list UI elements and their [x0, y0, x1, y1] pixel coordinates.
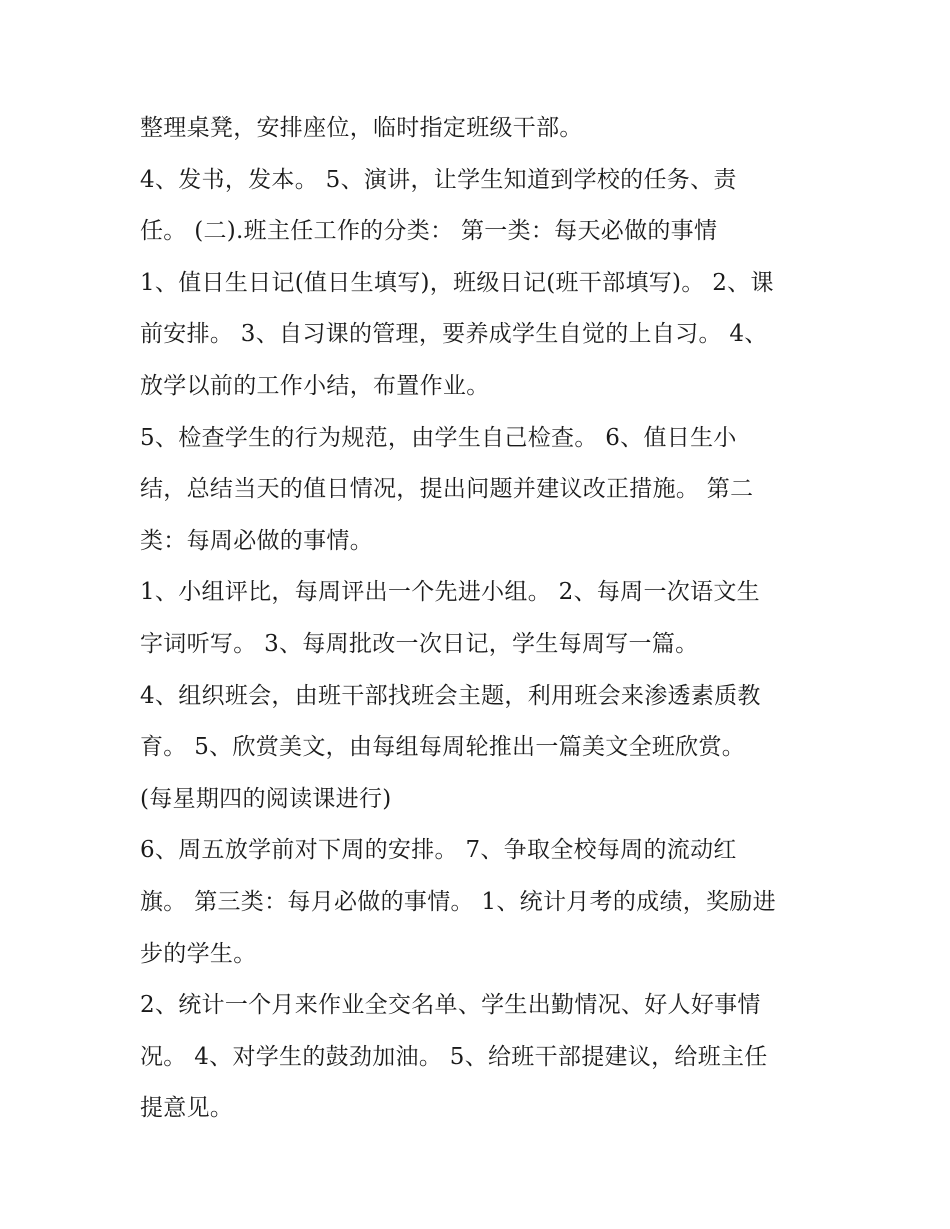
text-line: 育。 5、欣赏美文，由每组每周轮推出一篇美文全班欣赏。 [140, 734, 746, 761]
text-line: 字词听写。 3、每周批改一次日记，学生每周写一篇。 [140, 630, 699, 657]
text-line: 4、组织班会，由班干部找班会主题，利用班会来渗透素质教 [140, 682, 761, 709]
text-line: 1、小组评比，每周评出一个先进小组。 2、每周一次语文生 [140, 579, 760, 606]
text-line: 6、周五放学前对下周的安排。 7、争取全校每周的流动红 [140, 837, 737, 864]
text-line: 5、检查学生的行为规范，由学生自己检查。 6、值日生小 [140, 424, 737, 451]
text-line: 前安排。 3、自习课的管理，要养成学生自觉的上自习。 4、 [140, 321, 768, 348]
text-line: 步的学生。 [140, 940, 257, 967]
document-body [140, 103, 820, 1135]
text-line: (每星期四的阅读课进行) [140, 785, 392, 812]
text-line: 类：每周必做的事情。 [140, 527, 373, 554]
text-line: 2、统计一个月来作业全交名单、学生出勤情况、好人好事情 [140, 992, 761, 1019]
text-line: 放学以前的工作小结，布置作业。 [140, 372, 490, 399]
text-line: 1、值日生日记(值日生填写)，班级日记(班干部填写)。 2、课 [140, 269, 774, 296]
text-line: 提意见。 [140, 1095, 234, 1122]
text-line: 结，总结当天的值日情况，提出问题并建议改正措施。 第二 [140, 476, 754, 503]
text-line: 况。 4、对学生的鼓劲加油。 5、给班干部提建议，给班主任 [140, 1043, 768, 1070]
text-line: 旗。 第三类：每月必做的事情。 1、统计月考的成绩，奖励进 [140, 888, 776, 915]
text-line: 任。 (二).班主任工作的分类： 第一类：每天必做的事情 [140, 218, 718, 245]
text-line: 整理桌凳，安排座位，临时指定班级干部。 [140, 115, 583, 141]
text-line: 4、发书，发本。 5、演讲，让学生知道到学校的任务、责 [140, 166, 737, 193]
